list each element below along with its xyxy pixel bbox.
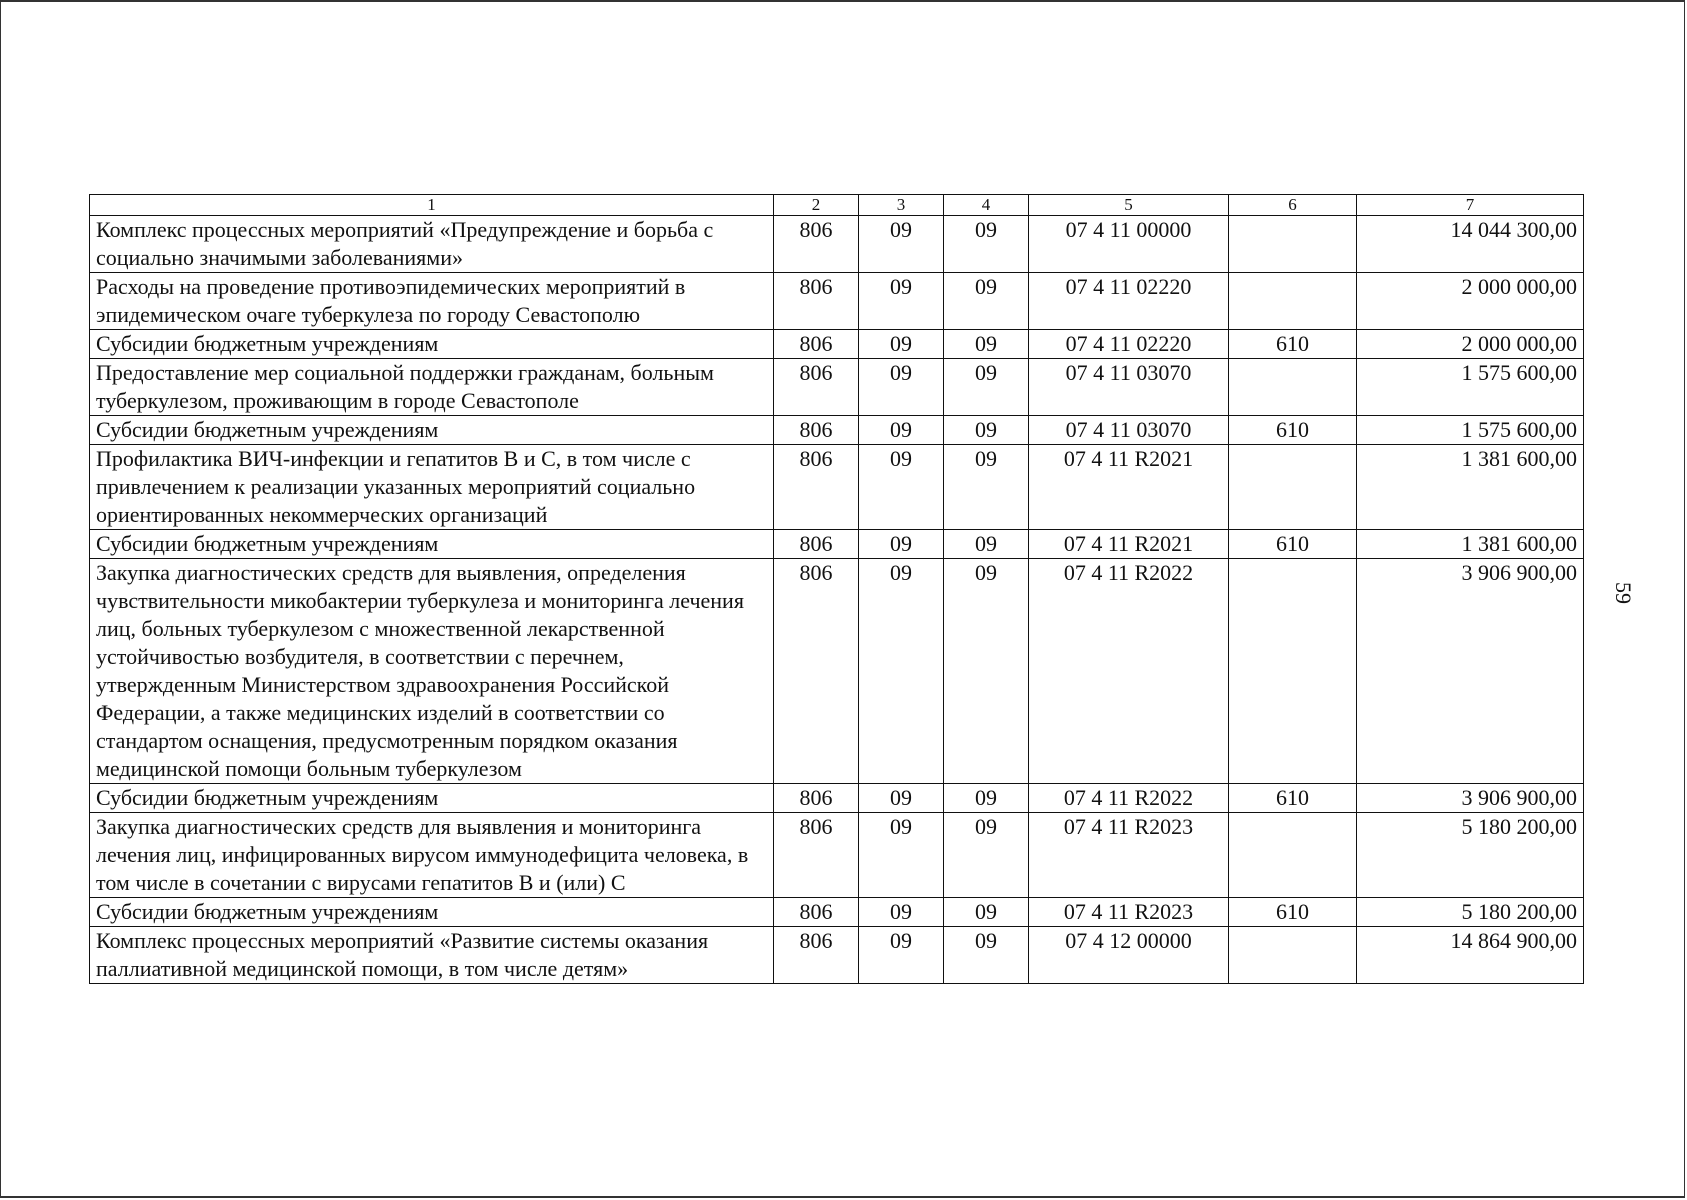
row-section: 09 xyxy=(859,445,944,530)
row-target-code: 07 4 11 00000 xyxy=(1029,216,1229,273)
table-header xyxy=(90,195,1584,216)
row-expense-type xyxy=(1229,273,1357,330)
row-subsection: 09 xyxy=(944,330,1029,359)
table-row xyxy=(90,784,1584,813)
row-section: 09 xyxy=(859,559,944,784)
row-amount: 1 575 600,00 xyxy=(1357,359,1584,416)
row-amount: 2 000 000,00 xyxy=(1357,330,1584,359)
row-expense-type: 610 xyxy=(1229,784,1357,813)
row-ministry-code: 806 xyxy=(774,359,859,416)
row-subsection: 09 xyxy=(944,927,1029,984)
row-section: 09 xyxy=(859,784,944,813)
row-subsection: 09 xyxy=(944,416,1029,445)
row-target-code: 07 4 11 R2023 xyxy=(1029,898,1229,927)
row-amount: 14 864 900,00 xyxy=(1357,927,1584,984)
row-subsection: 09 xyxy=(944,530,1029,559)
row-section: 09 xyxy=(859,359,944,416)
row-amount: 1 575 600,00 xyxy=(1357,416,1584,445)
row-amount: 3 906 900,00 xyxy=(1357,784,1584,813)
row-amount: 14 044 300,00 xyxy=(1357,216,1584,273)
row-section: 09 xyxy=(859,330,944,359)
row-ministry-code: 806 xyxy=(774,530,859,559)
header-col-6: 6 xyxy=(1229,195,1357,216)
row-target-code: 07 4 11 R2022 xyxy=(1029,559,1229,784)
header-col-5: 5 xyxy=(1029,195,1229,216)
row-amount: 2 000 000,00 xyxy=(1357,273,1584,330)
row-name: Профилактика ВИЧ-инфекции и гепатитов B и C, в том числе с привлечением к реализации указанных мероприятий социально ориентированных некоммерческих организаций xyxy=(90,445,774,530)
row-subsection: 09 xyxy=(944,273,1029,330)
budget-table xyxy=(89,194,1584,984)
row-section: 09 xyxy=(859,813,944,898)
row-amount: 5 180 200,00 xyxy=(1357,813,1584,898)
table-row xyxy=(90,216,1584,273)
row-amount: 5 180 200,00 xyxy=(1357,898,1584,927)
table-row xyxy=(90,416,1584,445)
row-name: Расходы на проведение противоэпидемических мероприятий в эпидемическом очаге туберкулеза по городу Севастополю xyxy=(90,273,774,330)
row-ministry-code: 806 xyxy=(774,416,859,445)
table-row xyxy=(90,813,1584,898)
table-row xyxy=(90,273,1584,330)
row-amount: 1 381 600,00 xyxy=(1357,530,1584,559)
row-target-code: 07 4 11 R2023 xyxy=(1029,813,1229,898)
row-name: Закупка диагностических средств для выявления и мониторинга лечения лиц, инфицированных вирусом иммунодефицита человека, в том числе в сочетании с вирусами гепатитов B и (или) C xyxy=(90,813,774,898)
header-col-2: 2 xyxy=(774,195,859,216)
row-name: Предоставление мер социальной поддержки гражданам, больным туберкулезом, проживающим в городе Севастополе xyxy=(90,359,774,416)
row-section: 09 xyxy=(859,416,944,445)
row-subsection: 09 xyxy=(944,559,1029,784)
row-subsection: 09 xyxy=(944,359,1029,416)
row-name: Комплекс процессных мероприятий «Предупреждение и борьба с социально значимыми заболеваниями» xyxy=(90,216,774,273)
header-col-1: 1 xyxy=(90,195,774,216)
row-section: 09 xyxy=(859,530,944,559)
row-expense-type xyxy=(1229,445,1357,530)
row-amount: 1 381 600,00 xyxy=(1357,445,1584,530)
header-col-4: 4 xyxy=(944,195,1029,216)
header-col-3: 3 xyxy=(859,195,944,216)
row-ministry-code: 806 xyxy=(774,784,859,813)
row-target-code: 07 4 12 00000 xyxy=(1029,927,1229,984)
row-target-code: 07 4 11 02220 xyxy=(1029,330,1229,359)
row-name: Закупка диагностических средств для выявления, определения чувствительности микобактерии туберкулеза и мониторинга лечения лиц, больных туберкулезом с множественной лекарственной устойчивостью возбудителя, в соответствии с перечнем, утвержденным Министерством здравоохранения Российской Федерации, а также медицинских изделий в соответствии со стандартом оснащения, предусмотренным порядком оказания медицинской помощи больным туберкулезом xyxy=(90,559,774,784)
row-target-code: 07 4 11 03070 xyxy=(1029,359,1229,416)
row-ministry-code: 806 xyxy=(774,445,859,530)
header-col-7: 7 xyxy=(1357,195,1584,216)
table-row xyxy=(90,530,1584,559)
row-name: Комплекс процессных мероприятий «Развитие системы оказания паллиативной медицинской помощи, в том числе детям» xyxy=(90,927,774,984)
table-row xyxy=(90,445,1584,530)
table-row xyxy=(90,330,1584,359)
row-ministry-code: 806 xyxy=(774,559,859,784)
table-row xyxy=(90,359,1584,416)
row-subsection: 09 xyxy=(944,898,1029,927)
row-ministry-code: 806 xyxy=(774,330,859,359)
row-expense-type: 610 xyxy=(1229,416,1357,445)
row-expense-type: 610 xyxy=(1229,898,1357,927)
row-subsection: 09 xyxy=(944,216,1029,273)
row-section: 09 xyxy=(859,927,944,984)
row-subsection: 09 xyxy=(944,784,1029,813)
row-name: Субсидии бюджетным учреждениям xyxy=(90,784,774,813)
row-ministry-code: 806 xyxy=(774,927,859,984)
row-ministry-code: 806 xyxy=(774,898,859,927)
row-ministry-code: 806 xyxy=(774,216,859,273)
row-name: Субсидии бюджетным учреждениям xyxy=(90,330,774,359)
table-body xyxy=(90,216,1584,984)
row-ministry-code: 806 xyxy=(774,813,859,898)
row-expense-type xyxy=(1229,927,1357,984)
table-row xyxy=(90,898,1584,927)
row-expense-type xyxy=(1229,359,1357,416)
row-target-code: 07 4 11 R2022 xyxy=(1029,784,1229,813)
table-row xyxy=(90,559,1584,784)
row-subsection: 09 xyxy=(944,445,1029,530)
row-target-code: 07 4 11 R2021 xyxy=(1029,530,1229,559)
row-expense-type: 610 xyxy=(1229,330,1357,359)
row-expense-type xyxy=(1229,813,1357,898)
row-expense-type xyxy=(1229,559,1357,784)
row-ministry-code: 806 xyxy=(774,273,859,330)
row-section: 09 xyxy=(859,898,944,927)
page-number: 59 xyxy=(1611,582,1636,604)
row-target-code: 07 4 11 R2021 xyxy=(1029,445,1229,530)
row-amount: 3 906 900,00 xyxy=(1357,559,1584,784)
row-section: 09 xyxy=(859,273,944,330)
row-expense-type: 610 xyxy=(1229,530,1357,559)
table-row xyxy=(90,927,1584,984)
row-subsection: 09 xyxy=(944,813,1029,898)
header-row xyxy=(90,195,1584,216)
row-target-code: 07 4 11 02220 xyxy=(1029,273,1229,330)
row-name: Субсидии бюджетным учреждениям xyxy=(90,416,774,445)
row-name: Субсидии бюджетным учреждениям xyxy=(90,530,774,559)
row-section: 09 xyxy=(859,216,944,273)
row-name: Субсидии бюджетным учреждениям xyxy=(90,898,774,927)
row-target-code: 07 4 11 03070 xyxy=(1029,416,1229,445)
row-expense-type xyxy=(1229,216,1357,273)
